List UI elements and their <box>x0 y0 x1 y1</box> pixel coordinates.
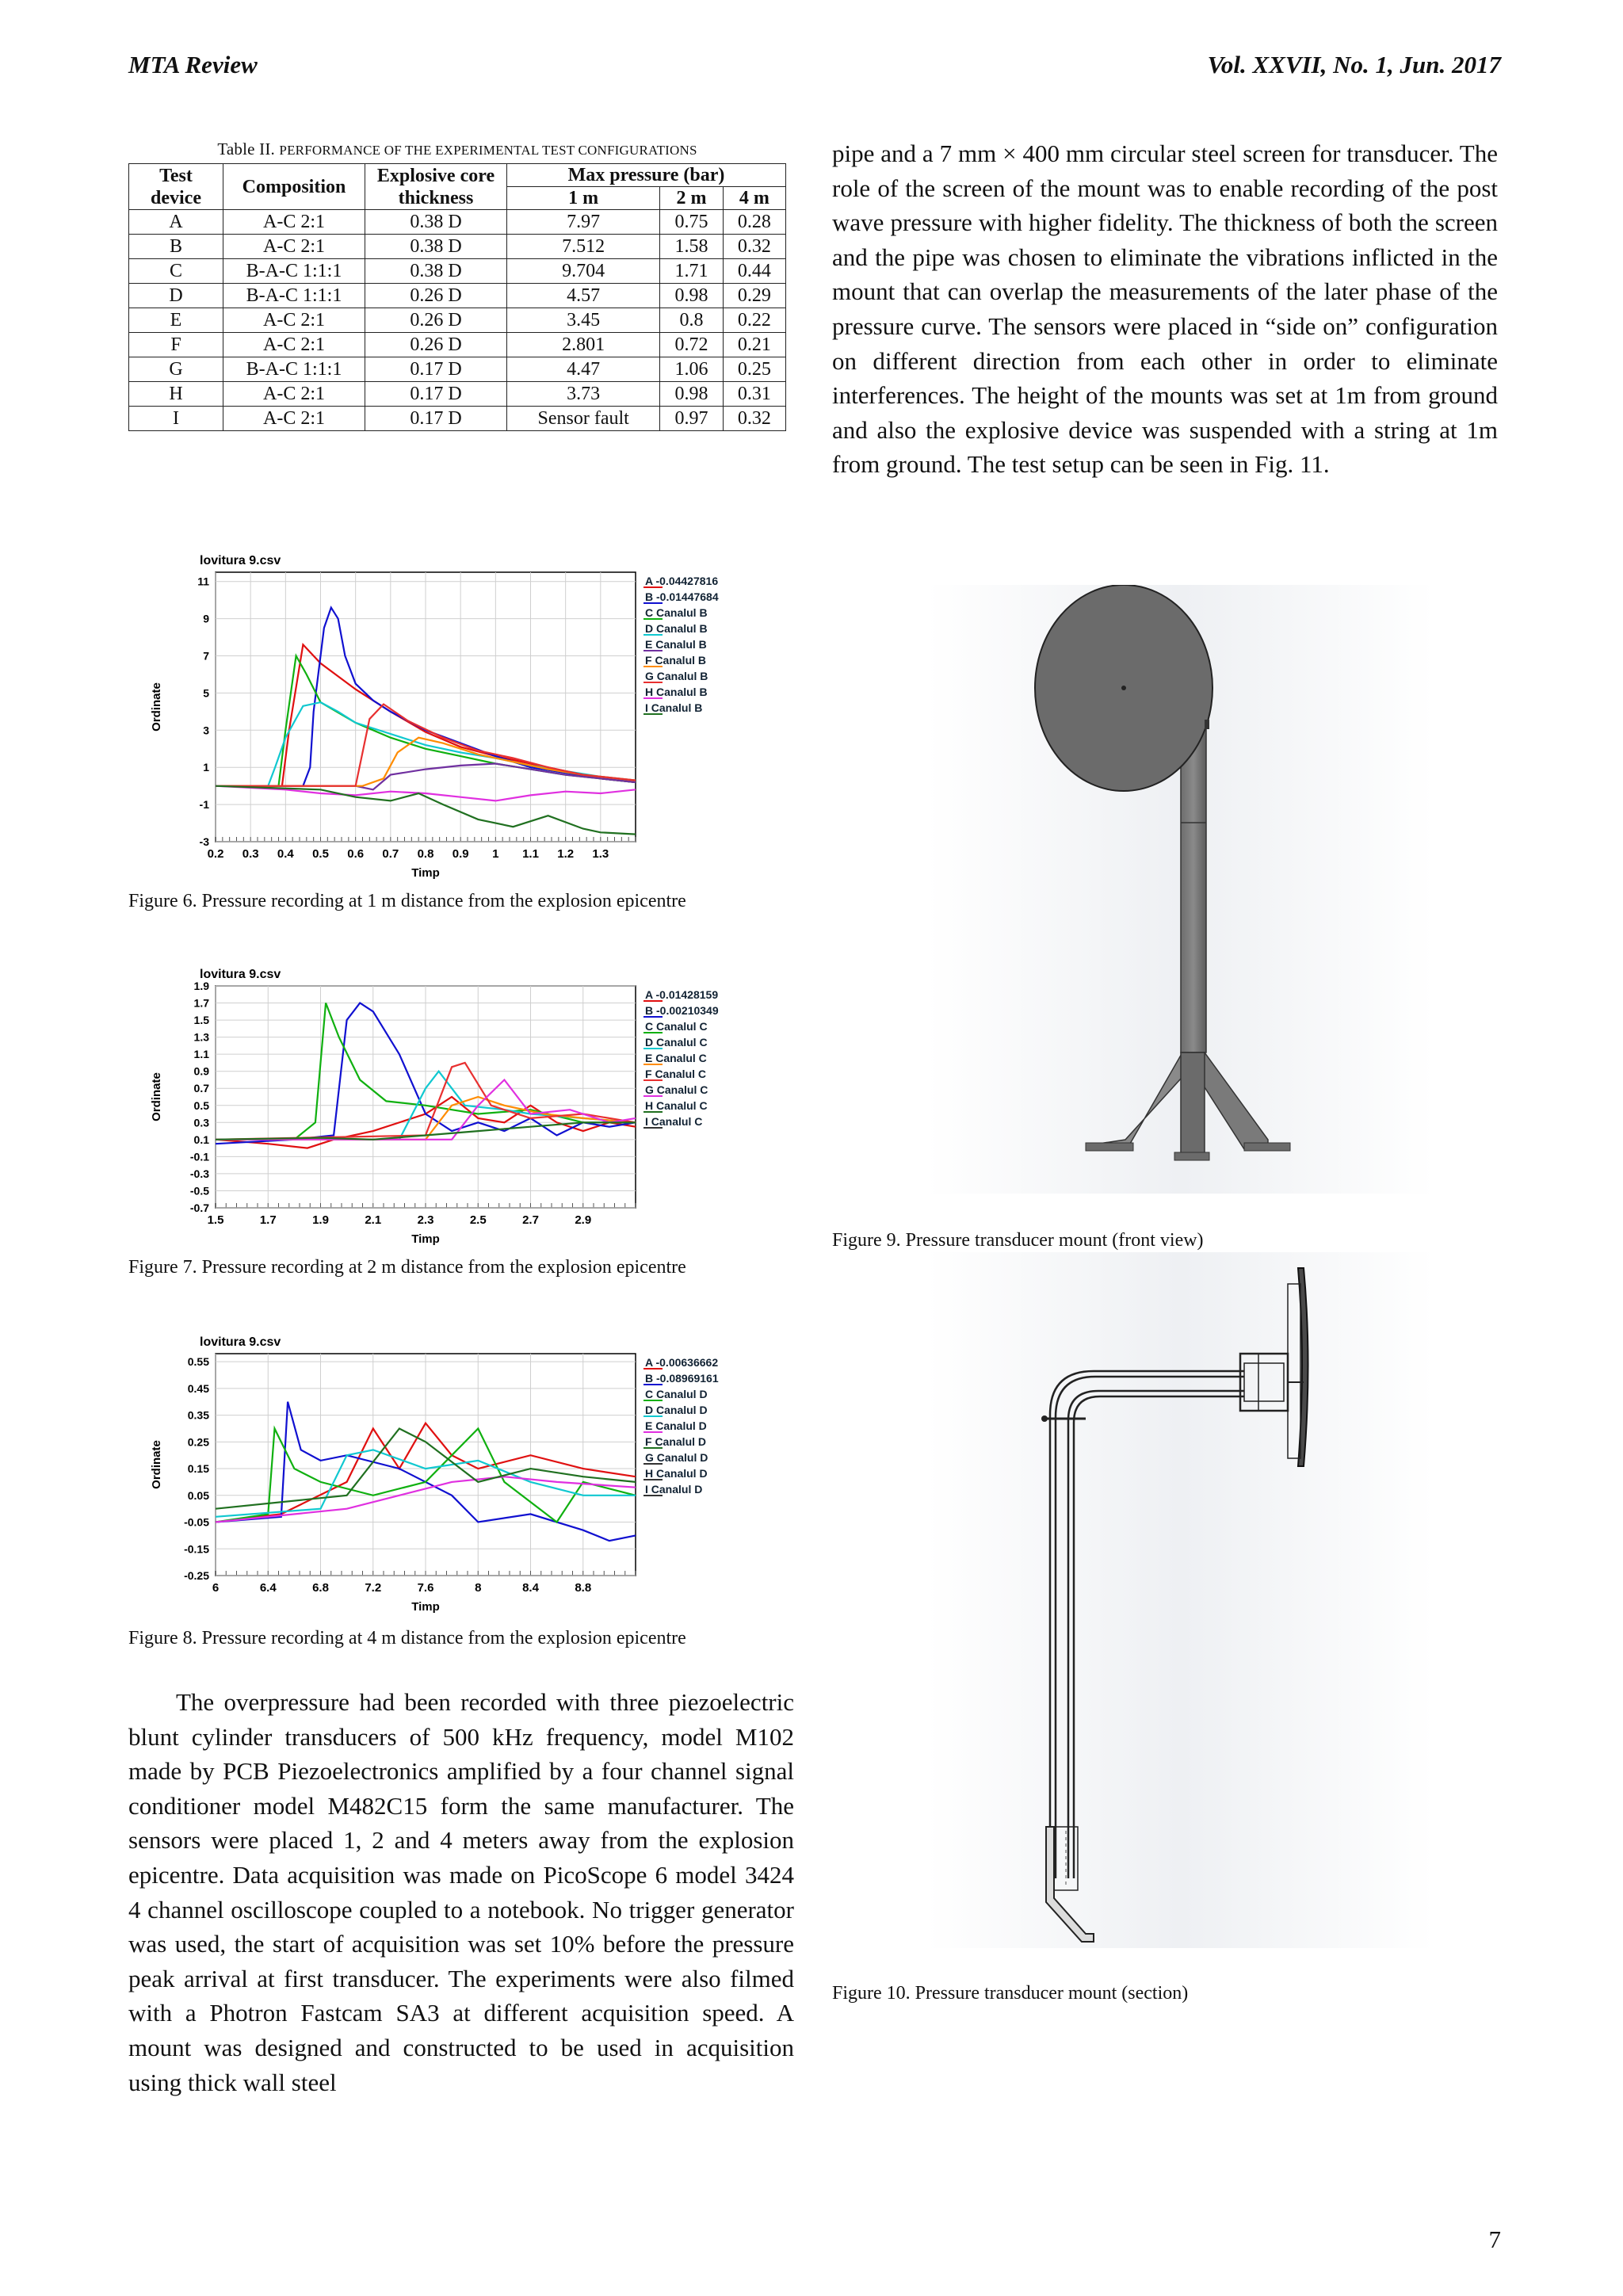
table-cell: D <box>129 284 223 308</box>
legend-entry: I Canalul B <box>645 701 703 714</box>
legend-entry: E Canalul D <box>645 1419 707 1432</box>
x-tick-label: 2.5 <box>469 1213 487 1227</box>
table-cell: 9.704 <box>507 259 660 284</box>
table-row <box>129 284 786 308</box>
table-cell: 0.25 <box>723 357 785 382</box>
table-row <box>129 210 786 235</box>
table-row <box>129 357 786 382</box>
x-tick-label: 0.8 <box>417 847 434 861</box>
table-cell: 0.38 D <box>365 235 507 259</box>
figure-9-caption: Figure 9. Pressure transducer mount (front view) <box>832 1230 1204 1251</box>
table-cell: B <box>129 235 223 259</box>
x-tick-label: 0.7 <box>382 847 399 861</box>
figure-6-chart <box>128 541 794 889</box>
table-cell: A <box>129 210 223 235</box>
table-cell: 3.45 <box>507 308 660 333</box>
x-tick-label: 1 <box>492 847 499 861</box>
legend-entry: A -0.01428159 <box>645 988 719 1001</box>
th-1m: 1 m <box>507 187 660 210</box>
legend-entry: D Canalul B <box>645 622 708 635</box>
legend-entry: H Canalul D <box>645 1467 708 1480</box>
table-cell: A-C 2:1 <box>223 308 365 333</box>
x-tick-label: 6.8 <box>312 1581 329 1595</box>
table-cell: 4.47 <box>507 357 660 382</box>
x-axis-label: Timp <box>411 866 440 880</box>
body-right-paragraph: pipe and a 7 mm × 400 mm circular steel screen for transducer. The role of the screen of the mount was to enable recording of the post wave pressure with higher fidelity. The thickness of both the screen and the pipe was chosen to eliminate the vibrations inflicted in the mount that can overlap the measurements of the later phase of the pressure curve. The sensors were placed in “side on” configuration on different direction from each other in order to eliminate interferences. The height of the mounts was set at 1m from ground and also the explosive device was suspended with a string at 1m from ground. The test setup can be seen in Fig. 11. <box>832 139 1498 479</box>
x-tick-label: 8 <box>475 1581 482 1595</box>
sensor-hole <box>1121 686 1126 690</box>
y-axis-label: Ordinate <box>150 682 163 732</box>
legend-entry: C Canalul D <box>645 1388 708 1400</box>
x-tick-label: 1.9 <box>312 1213 329 1227</box>
x-tick-label: 2.3 <box>417 1213 434 1227</box>
y-tick-label: 5 <box>203 686 209 700</box>
x-tick-label: 6 <box>212 1581 220 1595</box>
y-tick-label: 1.1 <box>193 1048 209 1061</box>
x-tick-label: 8.4 <box>522 1581 539 1595</box>
table-cell: 1.71 <box>660 259 723 284</box>
y-tick-label: 1.9 <box>193 980 209 992</box>
y-tick-label: 0.15 <box>187 1462 209 1476</box>
y-tick-label: 1.3 <box>193 1030 209 1044</box>
x-tick-label: 2.1 <box>365 1213 382 1227</box>
table-cell: 1.06 <box>660 357 723 382</box>
table-row <box>129 235 786 259</box>
x-tick-label: 1.7 <box>259 1213 277 1227</box>
table-cell: E <box>129 308 223 333</box>
x-tick-label: 1.5 <box>207 1213 224 1227</box>
x-tick-label: 8.8 <box>575 1581 592 1595</box>
x-tick-label: 0.9 <box>452 847 469 861</box>
x-tick-label: 1.3 <box>592 847 609 861</box>
table-cell: I <box>129 407 223 431</box>
table-cell: 0.26 D <box>365 284 507 308</box>
legend-entry: G Canalul D <box>645 1451 708 1464</box>
y-axis-label: Ordinate <box>150 1440 163 1489</box>
table-row <box>129 259 786 284</box>
x-tick-label: 0.5 <box>312 847 329 861</box>
table-cell: 0.17 D <box>365 407 507 431</box>
legend-entry: D Canalul D <box>645 1404 708 1416</box>
legend-entry: A -0.00636662 <box>645 1356 719 1369</box>
table-cell: 0.17 D <box>365 357 507 382</box>
chart-title: lovitura 9.csv <box>200 1335 281 1349</box>
legend-entry: F Canalul C <box>645 1068 707 1080</box>
th-max-pressure: Max pressure (bar) <box>507 164 786 187</box>
y-tick-label: -0.7 <box>189 1201 209 1214</box>
y-tick-label: 0.05 <box>187 1488 209 1502</box>
table-cell: 1.58 <box>660 235 723 259</box>
legend-entry: H Canalul C <box>645 1099 708 1112</box>
table-cell: 0.32 <box>723 235 785 259</box>
y-tick-label: 1 <box>203 761 209 774</box>
legend-entry: I Canalul D <box>645 1483 703 1496</box>
y-tick-label: 0.35 <box>187 1408 209 1422</box>
th-thickness: Explosive core thickness <box>365 164 507 210</box>
table-cell: F <box>129 333 223 357</box>
table-cell: A-C 2:1 <box>223 333 365 357</box>
table-cell: 0.8 <box>660 308 723 333</box>
legend-entry: B -0.01447684 <box>645 590 719 603</box>
table-cell: B-A-C 1:1:1 <box>223 284 365 308</box>
x-tick-label: 7.6 <box>417 1581 434 1595</box>
table-cell: C <box>129 259 223 284</box>
y-tick-label: 0.5 <box>193 1098 209 1112</box>
y-tick-label: -0.3 <box>189 1167 209 1180</box>
figure-10-caption: Figure 10. Pressure transducer mount (section) <box>832 1983 1189 2004</box>
mount-pipe <box>1181 720 1206 1052</box>
y-tick-label: -0.5 <box>189 1184 209 1198</box>
y-tick-label: 0.55 <box>187 1355 209 1369</box>
table-cell: 0.75 <box>660 210 723 235</box>
volume-info: Vol. XXVII, No. 1, Jun. 2017 <box>1207 51 1501 78</box>
legend-entry: F Canalul B <box>645 654 707 667</box>
table-cell: 4.57 <box>507 284 660 308</box>
table-cell: A-C 2:1 <box>223 235 365 259</box>
x-axis-label: Timp <box>411 1600 440 1614</box>
body-left-paragraph: The overpressure had been recorded with three piezoelectric blunt cylinder transducers of 500 kHz frequency, model M102 made by PCB Piezoelectronics amplified by a four channel signal conditioner model M482C15 form the same manufacturer. The sensors were placed 1, 2 and 4 meters away from the explosion epicentre. Data acquisition was made on PicoScope 6 model 3424 4 channel oscilloscope coupled to a notebook. No trigger generator was used, the start of acquisition was set 10% before the pressure peak arrival at first transducer. The experiments were also filmed with a Photron Fastcam SA3 at different acquisition speed. A mount was designed and constructed to be used in acquisition using thick wall steel <box>128 1688 794 2096</box>
table-cell: 0.38 D <box>365 210 507 235</box>
y-tick-label: 7 <box>203 649 209 663</box>
y-tick-label: -0.1 <box>189 1150 209 1163</box>
figure-7-caption: Figure 7. Pressure recording at 2 m distance from the explosion epicentre <box>128 1257 686 1278</box>
legend-entry: G Canalul B <box>645 670 708 682</box>
table-cell: 0.98 <box>660 284 723 308</box>
figure-8-caption: Figure 8. Pressure recording at 4 m distance from the explosion epicentre <box>128 1628 686 1648</box>
legend-entry: A -0.04427816 <box>645 575 719 587</box>
y-axis-label: Ordinate <box>150 1072 163 1121</box>
table-cell: 0.26 D <box>365 308 507 333</box>
y-tick-label: 9 <box>203 612 209 625</box>
th-test-device: Test device <box>129 164 223 210</box>
page-number: 7 <box>1488 2225 1501 2253</box>
performance-table <box>128 163 786 431</box>
x-tick-label: 0.4 <box>277 847 294 861</box>
th-4m: 4 m <box>723 187 785 210</box>
figure-6-caption: Figure 6. Pressure recording at 1 m distance from the explosion epicentre <box>128 891 686 911</box>
y-tick-label: -0.25 <box>184 1569 209 1582</box>
table-cell: A-C 2:1 <box>223 407 365 431</box>
x-tick-label: 0.3 <box>242 847 259 861</box>
table-cell: 0.97 <box>660 407 723 431</box>
table-row <box>129 407 786 431</box>
table-title-text: PERFORMANCE OF THE EXPERIMENTAL TEST CONFIGURATIONS <box>279 143 697 158</box>
table-cell: 0.31 <box>723 382 785 407</box>
legend-entry: I Canalul C <box>645 1115 703 1128</box>
legend-entry: H Canalul B <box>645 686 708 698</box>
table-cell: G <box>129 357 223 382</box>
table-cell: 2.801 <box>507 333 660 357</box>
figure-10-background <box>927 1252 1434 1948</box>
x-tick-label: 1.2 <box>557 847 575 861</box>
y-tick-label: 3 <box>203 724 209 737</box>
chart-title: lovitura 9.csv <box>200 968 281 981</box>
y-tick-label: 0.9 <box>193 1064 209 1078</box>
table-cell: 0.72 <box>660 333 723 357</box>
table-cell: 0.32 <box>723 407 785 431</box>
x-tick-label: 1.1 <box>522 847 539 861</box>
table-number: Table II. <box>217 139 280 159</box>
table-cell: B-A-C 1:1:1 <box>223 357 365 382</box>
table-cell: 0.21 <box>723 333 785 357</box>
table-cell: 0.38 D <box>365 259 507 284</box>
legend-entry: B -0.08969161 <box>645 1372 719 1385</box>
table-cell: 7.512 <box>507 235 660 259</box>
table-cell: 0.98 <box>660 382 723 407</box>
legend-entry: D Canalul C <box>645 1036 708 1049</box>
y-tick-label: 1.7 <box>193 996 209 1010</box>
x-axis-label: Timp <box>411 1232 440 1246</box>
x-tick-label: 7.2 <box>365 1581 382 1595</box>
figure-10-mount-section <box>927 1252 1434 1948</box>
table-cell: 0.28 <box>723 210 785 235</box>
y-tick-label: -0.15 <box>184 1542 209 1556</box>
figure-7-chart <box>128 954 794 1255</box>
table-cell: 0.17 D <box>365 382 507 407</box>
y-tick-label: 0.3 <box>193 1116 209 1129</box>
legend-entry: E Canalul C <box>645 1052 707 1064</box>
legend-entry: E Canalul B <box>645 638 707 651</box>
table-cell: A-C 2:1 <box>223 210 365 235</box>
x-tick-label: 0.2 <box>207 847 224 861</box>
table-cell: B-A-C 1:1:1 <box>223 259 365 284</box>
table-cell: 0.29 <box>723 284 785 308</box>
table-cell: 0.44 <box>723 259 785 284</box>
table-cell: H <box>129 382 223 407</box>
table-cell: 3.73 <box>507 382 660 407</box>
chart-title: lovitura 9.csv <box>200 554 281 567</box>
table-cell: 0.26 D <box>365 333 507 357</box>
legend-entry: G Canalul C <box>645 1083 708 1096</box>
table-cell: Sensor fault <box>507 407 660 431</box>
legend-entry: C Canalul C <box>645 1020 708 1033</box>
table-cell: A-C 2:1 <box>223 382 365 407</box>
table-cell: 7.97 <box>507 210 660 235</box>
x-tick-label: 6.4 <box>259 1581 277 1595</box>
y-tick-label: 0.45 <box>187 1381 209 1395</box>
y-tick-label: 0.7 <box>193 1082 209 1095</box>
figure-8-chart <box>128 1322 794 1623</box>
table-row <box>129 382 786 407</box>
journal-name: MTA Review <box>128 51 258 78</box>
figure-9-mount-front-view <box>927 585 1434 1194</box>
legend-entry: B -0.00210349 <box>645 1004 719 1017</box>
y-tick-label: -3 <box>199 835 209 848</box>
x-tick-label: 0.6 <box>347 847 365 861</box>
mount-leg-center <box>1181 1052 1205 1156</box>
th-2m: 2 m <box>660 187 723 210</box>
table-row <box>129 308 786 333</box>
y-tick-label: -0.05 <box>184 1515 209 1529</box>
table-row <box>129 333 786 357</box>
table-cell: 0.22 <box>723 308 785 333</box>
x-tick-label: 2.7 <box>522 1213 539 1227</box>
y-tick-label: -1 <box>199 798 209 812</box>
y-tick-label: 11 <box>197 575 209 588</box>
table-title <box>128 139 786 159</box>
legend-entry: F Canalul D <box>645 1435 707 1448</box>
th-composition: Composition <box>223 164 365 210</box>
y-tick-label: 1.5 <box>193 1014 209 1027</box>
legend-entry: C Canalul B <box>645 606 708 619</box>
x-tick-label: 2.9 <box>575 1213 592 1227</box>
y-tick-label: 0.1 <box>193 1133 209 1146</box>
y-tick-label: 0.25 <box>187 1435 209 1449</box>
